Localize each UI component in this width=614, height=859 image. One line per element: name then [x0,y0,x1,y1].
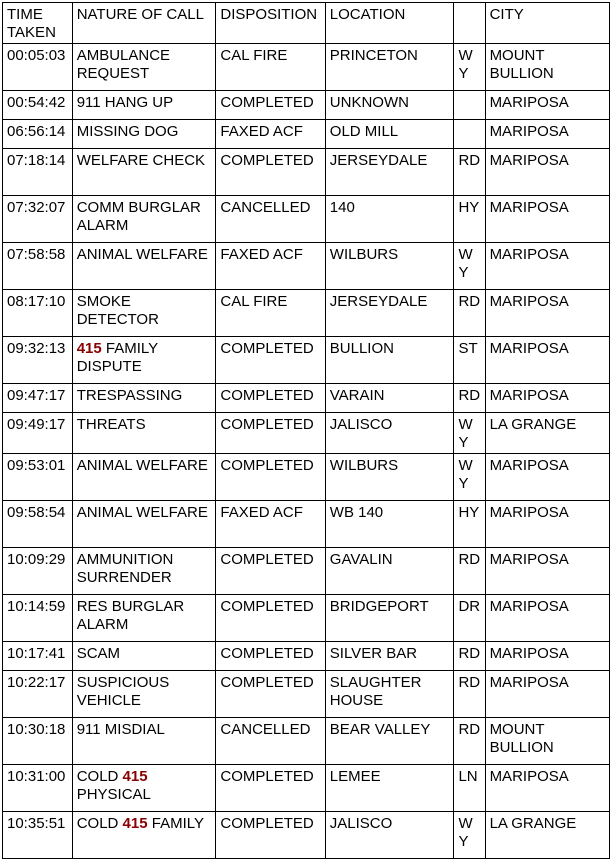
cell-location: LEMEE [325,765,454,812]
nature-code: 415 [122,768,148,785]
header-nature: NATURE OF CALL [72,3,216,44]
table-row [3,290,610,337]
cell-city: MARIPOSA [485,196,609,243]
cell-time: 00:54:42 [3,91,73,120]
cell-city: MARIPOSA [485,384,609,413]
table-row [3,454,610,501]
cell-location: SLAUGHTER HOUSE [325,671,454,718]
cell-location: PRINCETON [325,44,454,91]
cell-time: 09:53:01 [3,454,73,501]
cell-disposition: FAXED ACF [216,120,325,149]
table-row [3,196,610,243]
cell-disposition: COMPLETED [216,765,325,812]
cell-nature [72,595,216,642]
nature-prefix: COLD [76,768,123,785]
cell-time: 09:47:17 [3,384,73,413]
cell-nature [72,290,216,337]
cell-city: MARIPOSA [485,671,609,718]
cell-city: MOUNT BULLION [485,44,609,91]
cell-disposition: COMPLETED [216,642,325,671]
cell-nature [72,196,216,243]
cell-disposition: FAXED ACF [216,501,325,548]
cell-nature [72,384,216,413]
nature-text: 911 MISDIAL [76,721,165,738]
cell-nature [72,337,216,384]
cell-disposition: COMPLETED [216,812,325,859]
table-row [3,765,610,812]
cell-time: 10:31:00 [3,765,73,812]
cell-nature [72,812,216,859]
cell-suffix: RD [454,149,485,196]
cell-suffix: RD [454,671,485,718]
cell-time: 09:58:54 [3,501,73,548]
cell-city: MARIPOSA [485,337,609,384]
table-row [3,337,610,384]
cell-city: MARIPOSA [485,548,609,595]
cell-nature [72,120,216,149]
cell-city: LA GRANGE [485,812,609,859]
cell-disposition: COMPLETED [216,548,325,595]
header-location: LOCATION [325,3,454,44]
cell-suffix: ST [454,337,485,384]
cell-disposition: COMPLETED [216,384,325,413]
cell-nature [72,413,216,454]
cell-suffix: RD [454,718,485,765]
table-row [3,671,610,718]
cell-disposition: COMPLETED [216,595,325,642]
cell-suffix: RD [454,548,485,595]
table-row [3,384,610,413]
cell-suffix [454,91,485,120]
cell-location: UNKNOWN [325,91,454,120]
cell-suffix: WY [454,44,485,91]
nature-text: SCAM [76,645,121,662]
cell-disposition: COMPLETED [216,454,325,501]
header-city: CITY [485,3,609,44]
cell-nature [72,454,216,501]
nature-text: AMMUNITION SURRENDER [76,551,174,586]
cell-suffix: LN [454,765,485,812]
cell-disposition: CANCELLED [216,718,325,765]
cell-nature [72,501,216,548]
cell-time: 10:17:41 [3,642,73,671]
cell-nature [72,91,216,120]
table-row [3,718,610,765]
cell-location: BEAR VALLEY [325,718,454,765]
cell-city: MARIPOSA [485,120,609,149]
cell-city: MARIPOSA [485,501,609,548]
nature-text: AMBULANCE REQUEST [76,47,171,82]
cell-disposition: COMPLETED [216,91,325,120]
cell-disposition: FAXED ACF [216,243,325,290]
cell-location: JERSEYDALE [325,290,454,337]
nature-text: SUSPICIOUS VEHICLE [76,674,170,709]
cell-nature [72,149,216,196]
cell-location: GAVALIN [325,548,454,595]
cell-disposition: COMPLETED [216,413,325,454]
cell-disposition: COMPLETED [216,149,325,196]
cell-suffix: WY [454,454,485,501]
cell-time: 10:30:18 [3,718,73,765]
cell-nature [72,548,216,595]
cell-time: 10:35:51 [3,812,73,859]
cell-suffix: RD [454,290,485,337]
cell-city: MARIPOSA [485,149,609,196]
cell-time: 10:14:59 [3,595,73,642]
header-row [3,3,610,44]
cell-location: VARAIN [325,384,454,413]
table-row [3,812,610,859]
cell-disposition: COMPLETED [216,671,325,718]
nature-text: SMOKE DETECTOR [76,293,159,328]
nature-text: ANIMAL WELFARE [76,457,208,474]
cell-nature [72,718,216,765]
nature-text: ANIMAL WELFARE [76,246,208,263]
nature-text: WELFARE CHECK [76,152,206,169]
nature-text: THREATS [76,416,146,433]
cell-location: BRIDGEPORT [325,595,454,642]
nature-text: PHYSICAL [76,785,151,803]
cell-suffix: HY [454,196,485,243]
table-row [3,501,610,548]
cell-city: MARIPOSA [485,290,609,337]
cell-suffix: WY [454,413,485,454]
nature-code: 415 [122,815,148,832]
cell-disposition: COMPLETED [216,337,325,384]
cell-time: 07:18:14 [3,149,73,196]
cell-location: OLD MILL [325,120,454,149]
cell-suffix: WY [454,812,485,859]
cell-location: SILVER BAR [325,642,454,671]
header-time: TIME TAKEN [3,3,73,44]
cell-time: 07:58:58 [3,243,73,290]
cell-disposition: CAL FIRE [216,290,325,337]
cell-location: BULLION [325,337,454,384]
table-body [3,44,610,859]
cell-nature [72,671,216,718]
cell-city: MARIPOSA [485,454,609,501]
cell-location: JALISCO [325,413,454,454]
table-row [3,642,610,671]
nature-text: ANIMAL WELFARE [76,504,208,521]
cell-nature [72,44,216,91]
cell-city: MARIPOSA [485,595,609,642]
cell-nature [72,642,216,671]
nature-code: 415 [76,340,102,357]
cell-location: WB 140 [325,501,454,548]
cell-location: 140 [325,196,454,243]
cell-disposition: CAL FIRE [216,44,325,91]
nature-text: MISSING DOG [76,123,179,140]
nature-text: RES BURGLAR ALARM [76,598,185,633]
table-row [3,44,610,91]
nature-text: FAMILY DISPUTE [76,340,158,375]
nature-text: COMM BURGLAR ALARM [76,199,201,234]
cell-suffix: DR [454,595,485,642]
cell-time: 08:17:10 [3,290,73,337]
nature-prefix: COLD [76,815,123,832]
cell-time: 10:09:29 [3,548,73,595]
cell-time: 06:56:14 [3,120,73,149]
cell-suffix: RD [454,642,485,671]
cell-city: MARIPOSA [485,243,609,290]
cell-time: 07:32:07 [3,196,73,243]
cell-city: MARIPOSA [485,765,609,812]
cell-location: WILBURS [325,454,454,501]
cell-suffix [454,120,485,149]
cell-nature [72,243,216,290]
header-disposition: DISPOSITION [216,3,325,44]
cell-time: 00:05:03 [3,44,73,91]
cell-nature [72,765,216,812]
cell-city: MARIPOSA [485,91,609,120]
cell-suffix: RD [454,384,485,413]
cell-location: JALISCO [325,812,454,859]
nature-text: FAMILY [147,815,204,832]
cell-city: MARIPOSA [485,642,609,671]
nature-text: 911 HANG UP [76,94,174,111]
table-row [3,120,610,149]
call-log-table [2,2,610,859]
cell-time: 09:32:13 [3,337,73,384]
cell-suffix: HY [454,501,485,548]
table-row [3,413,610,454]
cell-city: MOUNT BULLION [485,718,609,765]
nature-text: TRESPASSING [76,387,183,404]
cell-suffix: WY [454,243,485,290]
table-row [3,243,610,290]
table-row [3,91,610,120]
cell-disposition: CANCELLED [216,196,325,243]
cell-time: 10:22:17 [3,671,73,718]
cell-location: JERSEYDALE [325,149,454,196]
table-row [3,595,610,642]
table-row [3,548,610,595]
cell-time: 09:49:17 [3,413,73,454]
cell-location: WILBURS [325,243,454,290]
table-row [3,149,610,196]
cell-city: LA GRANGE [485,413,609,454]
header-suffix [454,3,485,44]
